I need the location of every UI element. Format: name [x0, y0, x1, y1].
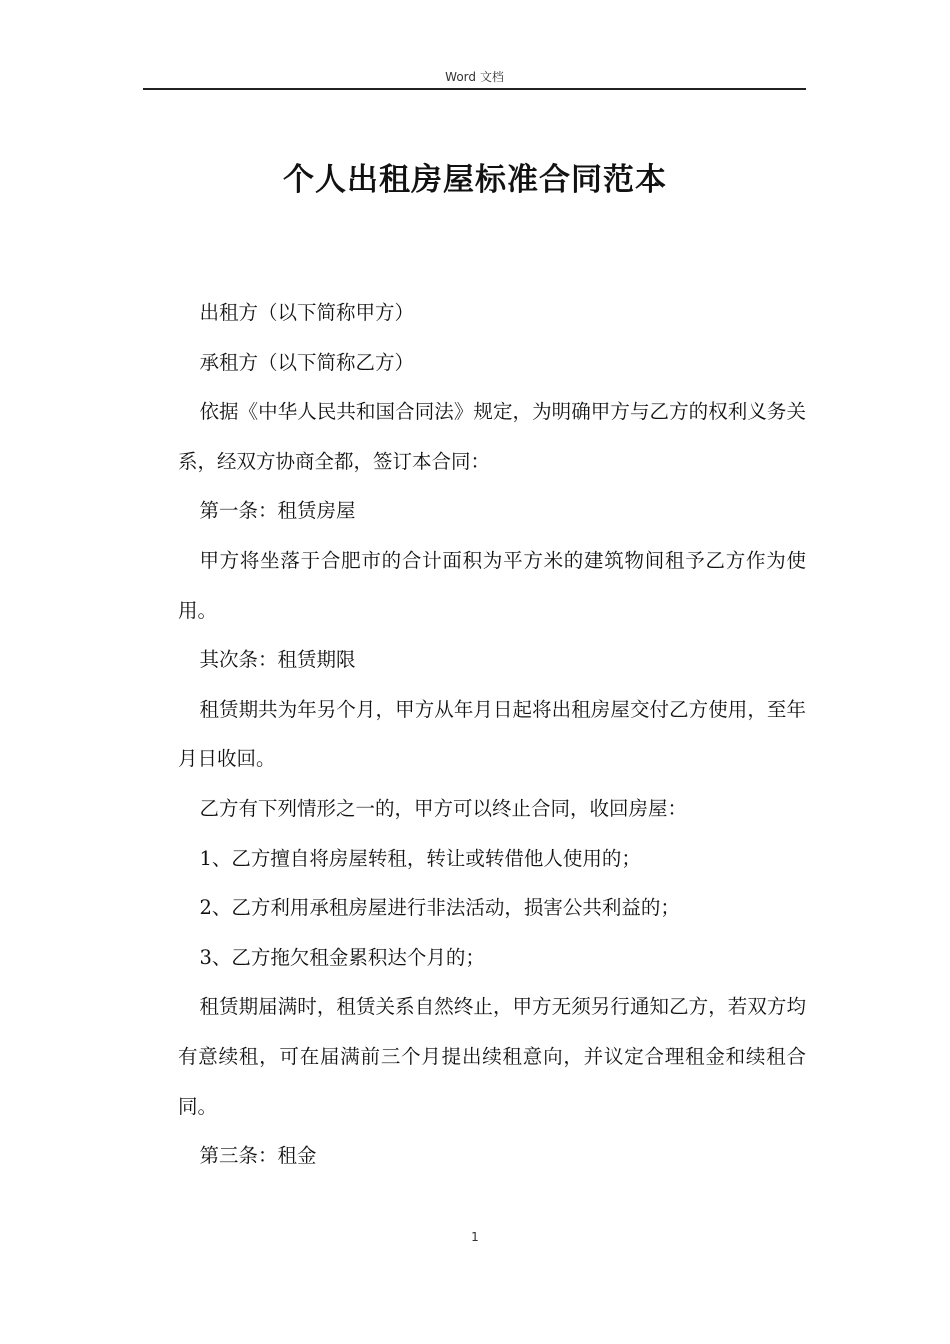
- document-title: 个人出租房屋标准合同范本: [283, 162, 667, 198]
- header-label: Word 文档: [445, 70, 504, 84]
- paragraph-lessee: 承租方（以下简称乙方）: [199, 350, 414, 374]
- paragraph-term: 租赁期共为年另个月，甲方从年月日起将出租房屋交付乙方使用，至年月日收回。: [178, 697, 806, 771]
- list-item-3: 3、乙方拖欠租金累积达个月的；: [199, 945, 485, 969]
- paragraph-renewal: 租赁期届满时，租赁关系自然终止，甲方无须另行通知乙方，若双方均有意续租，可在届满前三个月提出续租意向，并议定合理租金和续租合同。: [178, 995, 806, 1118]
- article-heading-1: 第一条：租赁房屋: [199, 499, 356, 523]
- article-heading-2: 其次条：租赁期限: [199, 648, 356, 672]
- paragraph-preamble: 依据《中华人民共和国合同法》规定，为明确甲方与乙方的权利义务关系，经双方协商全都，签订本合同：: [178, 400, 806, 473]
- page-header: [143, 66, 806, 90]
- page-number: 1: [471, 1230, 479, 1244]
- list-item-1: 1、乙方擅自将房屋转租，转让或转借他人使用的；: [199, 846, 641, 870]
- paragraph-lessor: 出租方（以下简称甲方）: [199, 301, 414, 324]
- article-heading-3: 第三条：租金: [199, 1144, 317, 1168]
- paragraph-termination-intro: 乙方有下列情形之一的，甲方可以终止合同，收回房屋：: [199, 796, 687, 820]
- paragraph-article-1: 甲方将坐落于合肥市的合计面积为平方米的建筑物间租予乙方作为使用。: [178, 548, 806, 622]
- list-item-2: 2、乙方利用承租房屋进行非法活动，损害公共利益的；: [199, 896, 680, 920]
- document-body: [178, 288, 806, 1181]
